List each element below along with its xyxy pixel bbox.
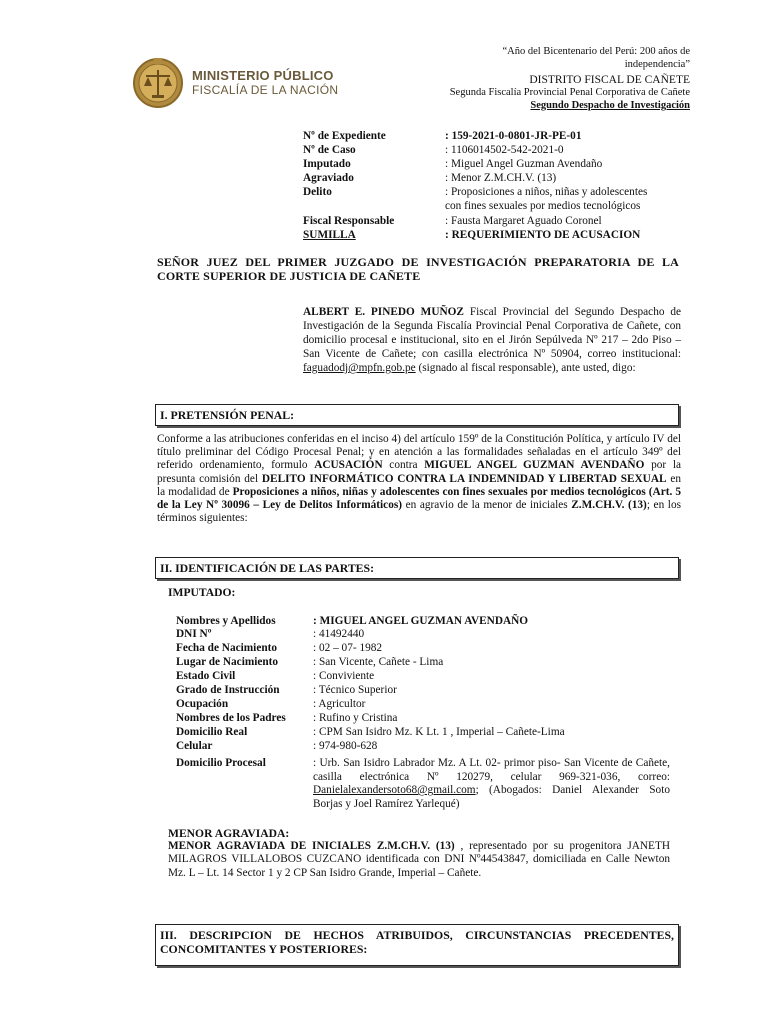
paragraph-text: , representado por su progenitora JANETH MILAGROS VILLALOBOS CUZCANO identificada con DNI Nº44543847, domiciliada en Calle Newton Mz. L – Lt. 14 Sector 1 y 2 CP San Isidro Grande, Imperial – Cañete. — [168, 840, 671, 879]
despacho-label: Segundo Despacho de Investigación — [530, 100, 690, 111]
case-label: Nº de Expediente — [303, 130, 386, 142]
paragraph-bold: Z.M.CH.V. (13) — [571, 499, 647, 512]
case-label: Fiscal Responsable — [303, 215, 395, 227]
intro-text: (signado al fiscal responsable), ante usted, digo: — [415, 362, 636, 374]
imputado-value: : 41492440 — [313, 628, 365, 640]
paragraph-bold: Proposiciones a niños, niñas y adolescentes con fines sexuales por medios tecnológicos (Art. 5 de la Ley Nº 30096 – Ley de Delitos Informáticos) — [157, 485, 681, 512]
imputado-label: Domicilio Real — [176, 726, 248, 738]
addressee-heading: SEÑOR JUEZ DEL PRIMER JUZGADO DE INVESTIGACIÓN PREPARATORIA DE LA CORTE SUPERIOR DE JUSTICIA DE CAÑETE — [157, 255, 679, 283]
imputado-value: : CPM San Isidro Mz. K Lt. 1 , Imperial – Cañete-Lima — [313, 726, 565, 738]
case-value: : Proposiciones a niños, niñas y adolescentes — [445, 186, 648, 198]
imputado-label: Celular — [176, 740, 213, 752]
imputado-value — [313, 757, 670, 811]
imputado-label: Grado de Instrucción — [176, 684, 280, 696]
paragraph-text: ; en los términos siguientes: — [157, 499, 681, 525]
case-label: Imputado — [303, 158, 351, 170]
pretension-paragraph — [157, 433, 681, 525]
imputado-value: : Técnico Superior — [313, 684, 397, 696]
imputado-value: : Conviviente — [313, 670, 375, 682]
paragraph-text: : Urb. San Isidro Labrador Mz. A Lt. 02- primor piso- San Vicente de Cañete, casilla electrónica Nº 120279, celular 969-321-036, correo: — [313, 757, 670, 783]
paragraph-bold: MIGUEL ANGEL GUZMAN AVENDAÑO — [424, 459, 645, 472]
paragraph-text: ; (Abogados: Daniel Alexander Soto Borjas y Joel Ramírez Yarlequé) — [313, 784, 670, 810]
imputado-heading: IMPUTADO: — [168, 586, 236, 599]
paragraph-text: Conforme a las atribuciones conferidas en el inciso 4) del artículo 159º de la Constitución Política, y artículo IV del título preliminar del Código Procesal Penal; y en atención a las formalidades señaladas en el artículo 349º del referido ordenamiento, formulo — [157, 433, 681, 472]
district-label: DISTRITO FISCAL DE CAÑETE — [529, 74, 690, 86]
section-heading-pretension: I. PRETENSIÓN PENAL: — [155, 404, 679, 426]
paragraph-text: en agravio de la menor de iniciales — [402, 499, 572, 512]
imputado-value: : 974-980-628 — [313, 740, 378, 752]
intro-text: Fiscal Provincial del Segundo Despacho de Investigación de la Segunda Fiscalía Provincial Penal Corporativa de Cañete, con domicilio procesal e institucional, sito en el Jirón Sepúlveda Nº 217 – 2do Piso – San Vicente de Cañete; con casilla electrónica Nº 50904, correo institucional: — [303, 306, 681, 360]
case-label: Nº de Caso — [303, 144, 356, 156]
imputado-value: : Agricultor — [313, 698, 366, 710]
imputado-label: Ocupación — [176, 698, 229, 710]
lawyer-email-link[interactable]: Danielalexandersoto68@gmail.com — [313, 784, 476, 797]
paragraph-bold: DELITO INFORMÁTICO CONTRA LA INDEMNIDAD Y LIBERTAD SEXUAL — [261, 472, 667, 485]
imputado-label: Estado Civil — [176, 670, 236, 682]
paragraph-text: en la modalidad de — [157, 472, 681, 498]
case-value: : Fausta Margaret Aguado Coronel — [445, 215, 602, 227]
case-value: : Miguel Angel Guzman Avendaño — [445, 158, 603, 170]
case-value: : 159-2021-0-0801-JR-PE-01 — [445, 130, 582, 142]
paragraph-text: contra — [382, 459, 425, 472]
imputado-label: Nombres y Apellidos — [176, 615, 276, 627]
sumilla-value: : REQUERIMIENTO DE ACUSACION — [445, 229, 641, 241]
prosecutor-name: ALBERT E. PINEDO MUÑOZ — [303, 306, 464, 318]
paragraph-bold: ACUSACIÓN — [314, 459, 383, 472]
imputado-label: DNI Nº — [176, 628, 212, 640]
case-label: Delito — [303, 186, 332, 198]
ministerio-publico-logo — [130, 56, 186, 108]
fiscalia-label: Segunda Fiscalía Provincial Penal Corporativa de Cañete — [449, 87, 690, 98]
year-motto: “Año del Bicentenario del Perú: 200 años de independencia” — [502, 46, 690, 70]
imputado-value: : San Vicente, Cañete - Lima — [313, 656, 444, 668]
imputado-label: Fecha de Nacimiento — [176, 642, 278, 654]
imputado-value: : MIGUEL ANGEL GUZMAN AVENDAÑO — [313, 615, 529, 627]
logo-title: MINISTERIO PÚBLICO — [192, 68, 334, 83]
imputado-label: Domicilio Procesal — [176, 757, 266, 769]
sumilla-label: SUMILLA — [303, 229, 356, 241]
paragraph-bold: MENOR AGRAVIADA DE INICIALES Z.M.CH.V. (13) — [168, 840, 455, 852]
case-label: Agraviado — [303, 172, 354, 184]
institutional-email-link[interactable]: faguadodj@mpfn.gob.pe — [303, 362, 416, 374]
imputado-label: Nombres de los Padres — [176, 712, 286, 724]
imputado-value: : 02 – 07- 1982 — [313, 642, 383, 654]
case-value: con fines sexuales por medios tecnológicos — [445, 200, 641, 212]
menor-paragraph — [168, 840, 670, 880]
case-value: : Menor Z.M.CH.V. (13) — [445, 172, 557, 184]
section-heading-hechos: III. DESCRIPCION DE HECHOS ATRIBUIDOS, CIRCUNSTANCIAS PRECEDENTES, CONCOMITANTES Y POSTERIORES: — [155, 924, 679, 966]
paragraph-text: por la presunta comisión del — [157, 459, 681, 485]
case-value: : 1106014502-542-2021-0 — [445, 144, 564, 156]
menor-heading: MENOR AGRAVIADA: — [168, 827, 290, 840]
imputado-label: Lugar de Nacimiento — [176, 656, 279, 668]
imputado-value: : Rufino y Cristina — [313, 712, 398, 724]
section-heading-partes: II. IDENTIFICACIÓN DE LAS PARTES: — [155, 557, 679, 579]
logo-subtitle: FISCALÍA DE LA NACIÓN — [192, 83, 339, 97]
intro-paragraph — [303, 305, 681, 375]
